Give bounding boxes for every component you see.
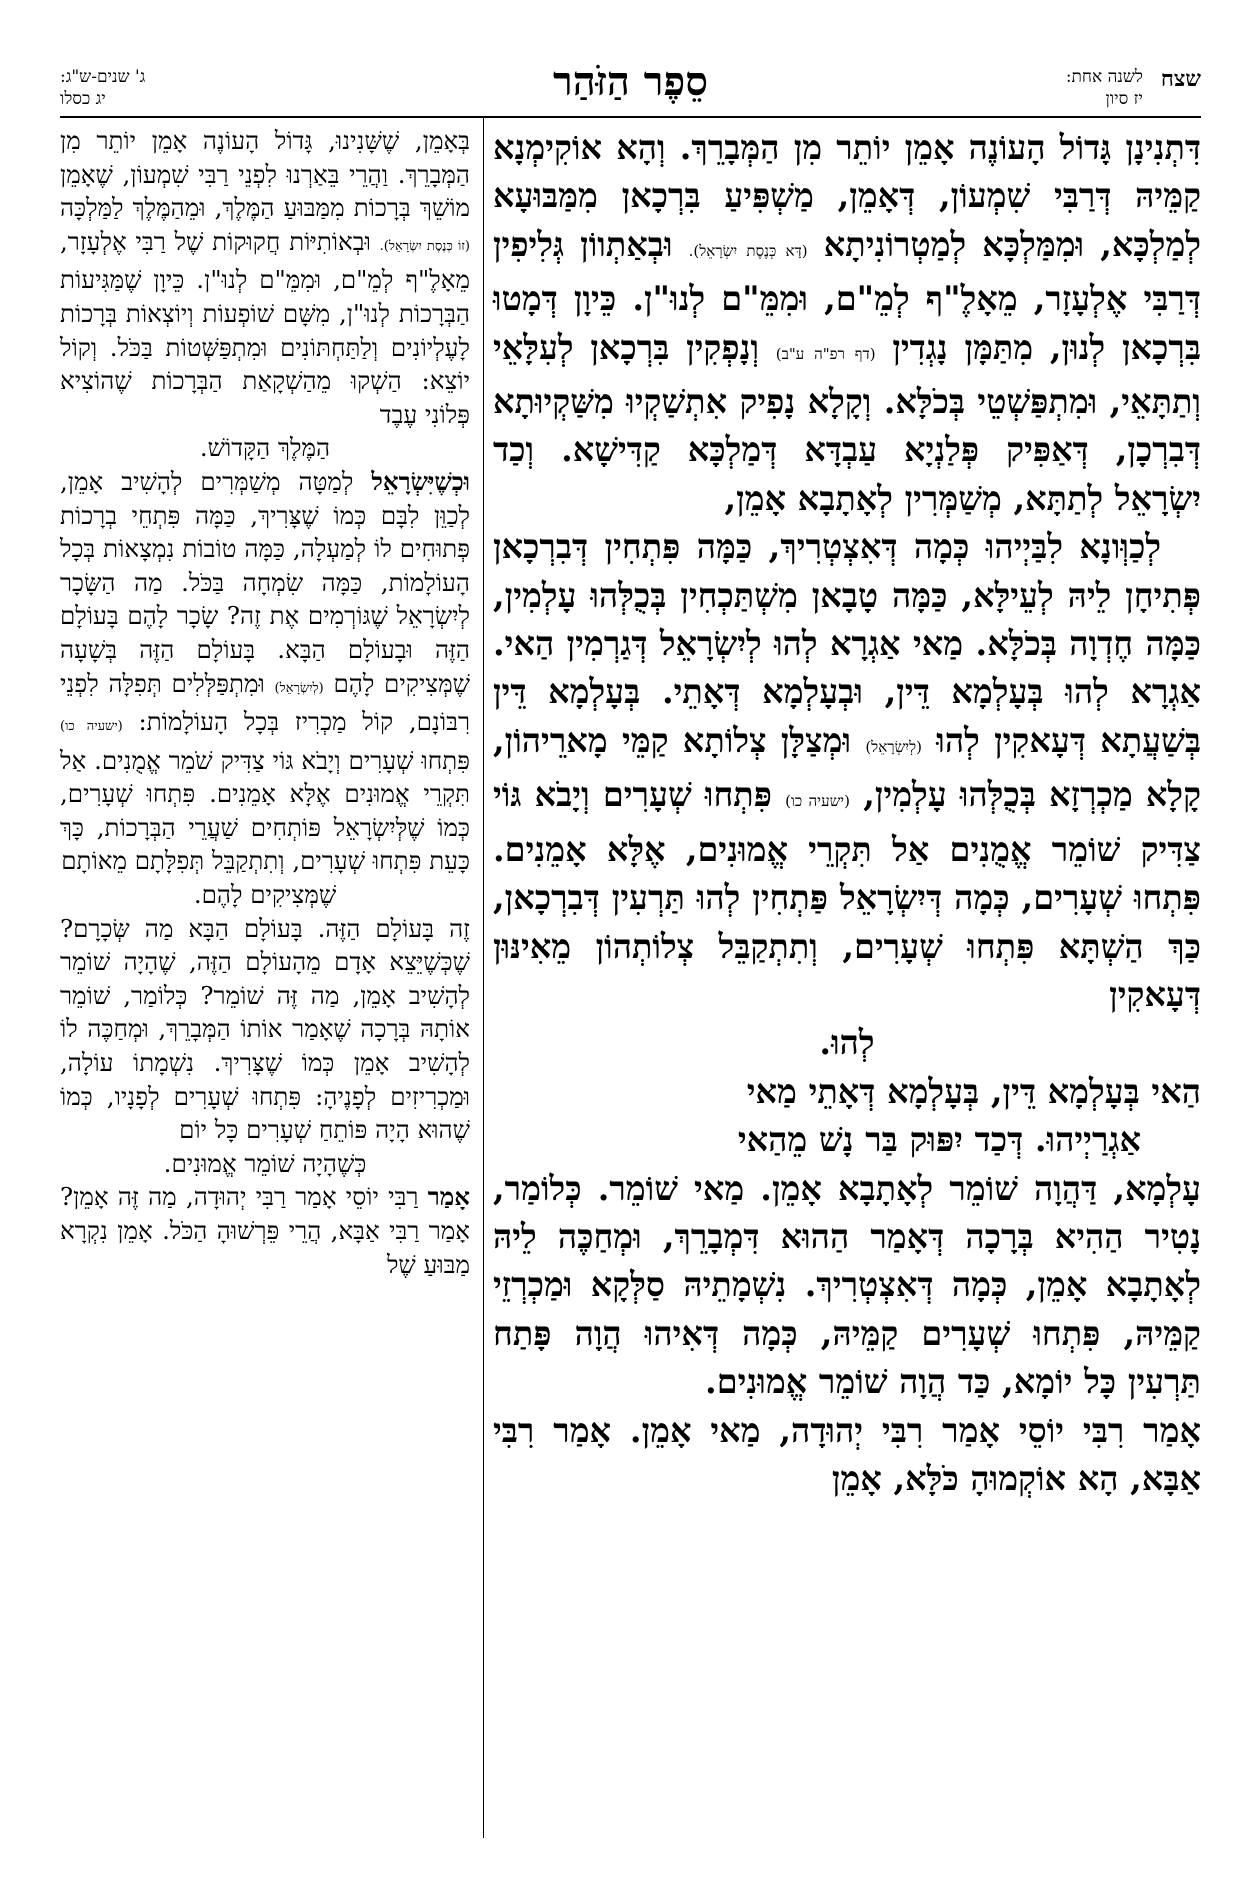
opening-word: וּכְשֶׁיִּשְׂרָאֵל — [371, 466, 470, 496]
inline-note: (לְיִשְׂרָאֵל) — [274, 680, 324, 696]
page-number: שצח — [1160, 66, 1201, 92]
schedule-date: יג כסלו — [60, 89, 106, 109]
main-text: וְנָפְקִין בִּרְכָאן לְעִלָּאֵי וְתַתָּאֵי, וּמִתְפַּשְׁטֵי בְּכֹלָּא. וְקָלָא נָפִיק אִתְשַׁקְיוּ מִשַּׁקְיוּתָא דְּבִרְכָן, דְּאַפִּיק פְּלַנְיָא עַבְדָּא דְּמַלְכָּא קַדִּישָׁא. וְכַד יִשְׂרָאֵל לְתַתָּא, מְשַׁמְּרִין לְאָתָבָא אָמֵן, — [493, 327, 1201, 518]
main-text: אַגְרַיְיהוּ. דְּכַד יִפּוּק בַּר נָשׁ מֵהַאי — [737, 1120, 1141, 1160]
header-rule — [60, 116, 1201, 118]
main-paragraph-end: לְהוּ. — [819, 1023, 875, 1063]
opening-word: אָמַר — [427, 1182, 471, 1212]
schedule-date: יז סיון — [1105, 89, 1143, 109]
verse-source: (ישעיה כו) — [785, 792, 850, 811]
verse-source: (ישעיה כו) — [60, 719, 123, 735]
main-text: פִּתְחוּ שְׁעָרִים וְיָבֹא גּוֹי צַדִּיק שׁוֹמֵר אֱמֻנִים אַל תִּקְרֵי אֱמוּנִים, אֶלָּא אָמֵנִים. פִּתְחוּ שְׁעָרִים, כְּמָה דְּיִשְׂרָאֵל פַּתְחִין לְהוּ תַּרְעִין דְּבִרְכָאן, כַּךְ הַשְׁתָּא פִּתְחוּ שְׁעָרִים, וְתִתְקַבֵּל צְלוֹתְהוֹן מֵאִינּוּן דְּעָאקִין — [493, 775, 1201, 1014]
main-text: וּמְצַלָּן צְלוֹתָא קַמֵּי מָארֵיהוֹן, קָלָא מַכְרְזָא בְּכֻלְּהוּ עָלְמִין, — [493, 720, 1201, 815]
main-paragraph — [493, 124, 1201, 523]
side-paragraph-end: הַמֶּלֶךְ הַקָּדוֹשׁ. — [199, 433, 331, 463]
book-title: סֵפֶר הַזֹּהַר — [553, 58, 708, 105]
inline-note: (דָּא כְּנֶסֶת יִשְׂרָאֵל). — [688, 241, 808, 260]
side-paragraph: זֶה בָּעוֹלָם הַזֶּה. בָּעוֹלָם הַבָּא מַה שְּׂכָרָם? שֶׁכְּשֶׁיֵּצֵא אָדָם מֵהָעוֹלָם הַזֶּה, שֶׁהָיָה שׁוֹמֵר לְהָשִׁיב אָמֵן, מַה זֶּה שׁוֹמֵר? כְּלוֹמַר, שׁוֹמֵר אוֹתָהּ בְּרָכָה שֶׁאָמַר אוֹתוֹ הַמְּבָרֵךְ, וּמְחַכֶּה לוֹ לְהָשִׁיב אָמֵן כְּמוֹ שֶׁצָּרִיךְ. נִשְׁמָתוֹ עוֹלָה, וּמַכְרִיזִים לְפָנֶיהָ: פִּתְחוּ שְׁעָרִים לְפָנָיו, כְּמוֹ שֶׁהוּא הָיָה פּוֹתֵחַ שְׁעָרִים כָּל יוֹם — [60, 913, 470, 1145]
side-text: וּמִתְפַּלְּלִים תְּפִלָּה לִפְנֵי רִבּוֹנָם, קוֹל מַכְרִיז בְּכָל הָעוֹלָמוֹת: — [60, 668, 470, 737]
main-paragraph — [493, 523, 1201, 1019]
side-paragraph — [60, 465, 470, 878]
side-text: רַבִּי יוֹסֵי אָמַר רַבִּי יְהוּדָה, מַה זֶּה אָמֵן? אָמַר רַבִּי אַבָּא, הֲרֵי פֵּרְשׁוּהָ הַכֹּל. אָמֵן נִקְרָא מַבּוּעַ שֶׁל — [60, 1182, 470, 1279]
aramaic-main-column — [493, 124, 1201, 1503]
main-paragraph: אָמַר רִבִּי יוֹסֵי אָמַר רִבִּי יְהוּדָה, מַאי אָמֵן. אָמַר רִבִּי אַבָּא, הָא אוֹקְמוּהָ כֹּלָּא, אָמֵן — [493, 1410, 1201, 1498]
page-reference: (דף רפ"ה ע"ב) — [775, 344, 876, 363]
hebrew-translation-column — [60, 124, 470, 1281]
side-paragraph — [60, 124, 470, 431]
inline-note: (זוֹ כְּנֶסֶת יִשְׂרָאֵל). — [379, 238, 471, 254]
main-text: וּבְאַתְווֹן גְּלִיפִין דְּרַבִּי אֶלְעָזָר, מֵאָלֶ"ף לְמֵ"ם, וּמִמֵּ"ם לְנוּ"ן. כֵּיוָן דְּמָטוּ בִּרְכָאן לְנוּן, מִתַּמָּן נָגְדִין — [493, 224, 1201, 367]
main-text: לְכַוְּונָא לִבַּיְיהוּ כְּמָה דְּאִצְטְרִיךְ, כַּמָּה פִּתְחִין דְּבִרְכָאן פְּתִיחָן לֵיהּ לְעֵילָּא, כַּמָּה טָבָאן מִשְׁתַּכְחִין בְּכֻלְּהוּ עָלְמִין, כַּמָּה חֶדְוָה בְּכֹלָּא. מַאי אַגְרָא לְהוּ לְיִשְׂרָאֵל דְּגַרְמִין הַאי. אַגְרָא לְהוּ בְּעָלְמָא דֵּין, וּבְעָלְמָא דְּאָתֵי. בְּעָלְמָא דֵּין בְּשַׁעֲתָא דְּעָאקִין לְהוּ — [493, 527, 1201, 760]
side-paragraph — [60, 1180, 470, 1281]
page-header — [60, 58, 1201, 114]
study-schedule-three-years — [60, 66, 145, 110]
main-text: הַאי בְּעָלְמָא דֵּין, בְּעָלְמָא דְּאָתֵי מַאי — [746, 1071, 1201, 1111]
schedule-label: לשנה אחת: — [1065, 67, 1143, 87]
inline-note: (לְיִשְׂרָאֵל) — [865, 737, 922, 756]
side-paragraph-end: שֶׁמְּצִיקִים לָהֶם. — [193, 880, 337, 910]
side-text: בְּאָמֵן, שֶׁשָּׁנִינוּ, גָּדוֹל הָעוֹנֶה אָמֵן יוֹתֵר מִן הַמְּבָרֵךְ. וַהֲרֵי בֵּאַרְנוּ לִפְנֵי רַבִּי שִׁמְעוֹן, שֶׁאָמֵן מוֹשֵׁךְ בְּרָכוֹת מִמַּבּוּעַ הַמֶּלֶךְ, וּמֵהַמֶּלֶךְ לַמַּלְכָּה — [60, 126, 470, 223]
column-divider — [483, 118, 484, 1838]
main-text: עָלְמָא, דַּהֲוָה שׁוֹמֵר לְאָתָבָא אָמֵן. מַאי שׁוֹמֵר. כְּלוֹמַר, נָטִיר הַהִיא בְּרָכָה דְּאָמַר הַהוּא דִּמְבָרֵךְ, וּמְחַכֶּה לֵיהּ לְאָתָבָא אָמֵן, כְּמָה דְּאִצְטְרִיךְ. נִשְׁמָתֵיהּ סַלְּקָא וּמַכְרְזֵי קַמֵּיהּ, פִּתְחוּ שְׁעָרִים קַמֵּיהּ, כְּמָה דְּאִיהוּ הֲוָה פָּתַח תַּרְעִין כָּל יוֹמָא, כַּד הֲוָה שׁוֹמֵר אֱמוּנִים. — [493, 1168, 1201, 1402]
side-text: וּבְאוֹתִיּוֹת חֲקוּקוֹת שֶׁל רַבִּי אֶלְעָזָר, מֵאָלֶ"ף לְמֵ"ם, וּמִמֵּ"ם לְנוּ"ן. כֵּיוָן שֶׁמַּגִּיעוֹת הַבְּרָכוֹת לְנוּ"ן, מִשָּׁם שׁוֹפְעוֹת וְיוֹצְאוֹת בְּרָכוֹת לָעֶלְיוֹנִים וְלַתַּחְתּוֹנִים וּמִתְפַּשְּׁטוֹת בַּכֹּל. וְקוֹל יוֹצֵא: הַשְׁקוּ מֵהַשְׁקָאַת הַבְּרָכוֹת שֶׁהוֹצִיא פְּלוֹנִי עֶבֶד — [60, 226, 470, 429]
main-paragraph — [493, 1068, 1201, 1407]
side-text: פִּתְחוּ שְׁעָרִים וְיָבֹא גּוֹי צַדִּיק שֹׁמֵר אֱמֻנִים. אַל תִּקְרֵי אֱמוּנִים אֶלָּא אָמֵנִים. פִּתְחוּ שְׁעָרִים, כְּמוֹ שֶׁלְּיִשְׂרָאֵל פּוֹתְחִים שַׁעֲרֵי הַבְּרָכוֹת, כָּךְ כָּעֵת פִּתְחוּ שְׁעָרִים, וְתִתְקַבֵּל תְּפִלָּתָם מֵאוֹתָם — [60, 745, 470, 876]
side-paragraph-end: כְּשֶׁהָיָה שׁוֹמֵר אֱמוּנִים. — [163, 1148, 367, 1178]
main-text: דִּתְנִינָן גָּדוֹל הָעוֹנֶה אָמֵן יוֹתֵר מִן הַמְּבָרֵךְ. וְהָא אוֹקִימְנָא קַמֵּיהּ דְּרַבִּי שִׁמְעוֹן, דְּאָמֵן, מַשְׁפִּיעַ בִּרְכָאן מִמַּבּוּעָא לְמַלְכָּא, וּמִמַּלְכָּא לְמַטְרוֹנִיתָא — [493, 128, 1201, 264]
side-text: לְמַטָּה מְשַׁמְּרִים לְהָשִׁיב אָמֵן, לְכַוֵּן לִבָּם כְּמוֹ שֶׁצָּרִיךְ, כַּמָּה פִּתְחֵי בְרָכוֹת פְּתוּחִים לוֹ לְמַעְלָה, כַּמָּה טוֹבוֹת נִמְצָאוֹת בְּכָל הָעוֹלָמוֹת, כַּמָּה שִׂמְחָה בַּכֹּל. מַה הַשָּׂכָר לְיִשְׂרָאֵל שֶׁגּוֹרְמִים אֶת זֶה? שָׂכָר לָהֶם בָּעוֹלָם הַזֶּה וּבָעוֹלָם הַבָּא. בָּעוֹלָם הַזֶּה בְּשָׁעָה שֶׁמְּצִיקִים לָהֶם — [60, 466, 470, 698]
schedule-label: ג' שנים-ש"ג: — [60, 67, 146, 87]
